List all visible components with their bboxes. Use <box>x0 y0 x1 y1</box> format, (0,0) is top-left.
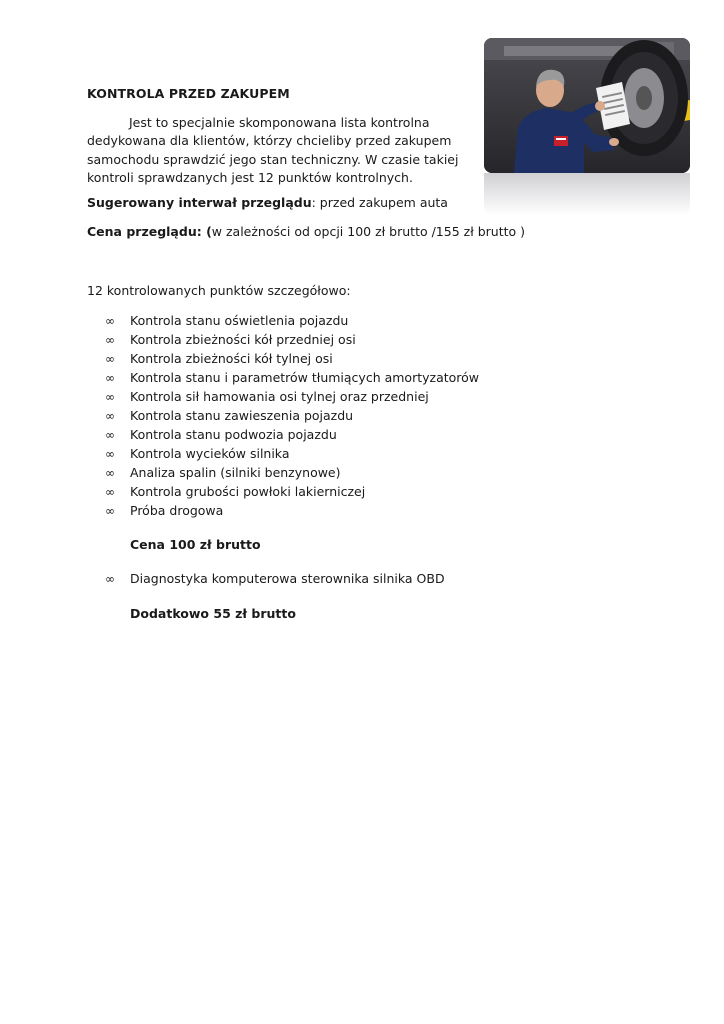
document-title: KONTROLA PRZED ZAKUPEM <box>87 86 290 101</box>
intro-paragraph <box>87 114 467 187</box>
points-heading: 12 kontrolowanych punktów szczegółowo: <box>87 283 351 298</box>
mechanic-illustration <box>484 38 690 173</box>
points-list <box>105 311 479 520</box>
infinity-bullet-icon: ∞ <box>105 428 115 442</box>
list-item: ∞ Kontrola zbieżności kół przedniej osi <box>105 330 479 349</box>
price-value: w zależności od opcji 100 zł brutto /155 zł brutto ) <box>211 224 526 239</box>
interval-value: : przed zakupem auta <box>311 195 448 210</box>
infinity-bullet-icon: ∞ <box>105 390 115 404</box>
list-item: ∞ Kontrola zbieżności kół tylnej osi <box>105 349 479 368</box>
infinity-bullet-icon: ∞ <box>105 504 115 518</box>
list-item: ∞ Kontrola wycieków silnika <box>105 444 479 463</box>
extra-item-label: Diagnostyka komputerowa sterownika silnika OBD <box>130 571 445 586</box>
list-item: ∞ Analiza spalin (silniki benzynowe) <box>105 463 479 482</box>
list-item: ∞ Próba drogowa <box>105 501 479 520</box>
infinity-bullet-icon: ∞ <box>105 447 115 461</box>
infinity-bullet-icon: ∞ <box>105 572 115 586</box>
infinity-bullet-icon: ∞ <box>105 352 115 366</box>
extra-price: Dodatkowo 55 zł brutto <box>130 606 296 621</box>
mechanic-photo <box>484 38 690 173</box>
infinity-bullet-icon: ∞ <box>105 333 115 347</box>
list-item: ∞ Kontrola stanu i parametrów tłumiących amortyzatorów <box>105 368 479 387</box>
photo-reflection <box>484 173 690 215</box>
infinity-bullet-icon: ∞ <box>105 485 115 499</box>
list-item: ∞ Kontrola stanu zawieszenia pojazdu <box>105 406 479 425</box>
base-price: Cena 100 zł brutto <box>130 537 261 552</box>
price-line <box>87 224 525 239</box>
extra-item <box>105 571 445 586</box>
list-item: ∞ Kontrola grubości powłoki lakierniczej <box>105 482 479 501</box>
interval-label: Sugerowany interwał przeglądu <box>87 195 312 210</box>
infinity-bullet-icon: ∞ <box>105 371 115 385</box>
infinity-bullet-icon: ∞ <box>105 314 115 328</box>
list-item: ∞ Kontrola stanu oświetlenia pojazdu <box>105 311 479 330</box>
intro-text: Jest to specjalnie skomponowana lista kontrolna dedykowana dla klientów, którzy chcieliby przed zakupem samochodu sprawdzić jego stan techniczny. W czasie takiej kontroli sprawdzanych jest 12 punktów kontrolnych. <box>87 115 459 185</box>
list-item: ∞ Kontrola sił hamowania osi tylnej oraz przedniej <box>105 387 479 406</box>
price-label: Cena przeglądu: ( <box>87 224 212 239</box>
infinity-bullet-icon: ∞ <box>105 409 115 423</box>
infinity-bullet-icon: ∞ <box>105 466 115 480</box>
interval-line <box>87 195 448 210</box>
list-item: ∞ Kontrola stanu podwozia pojazdu <box>105 425 479 444</box>
